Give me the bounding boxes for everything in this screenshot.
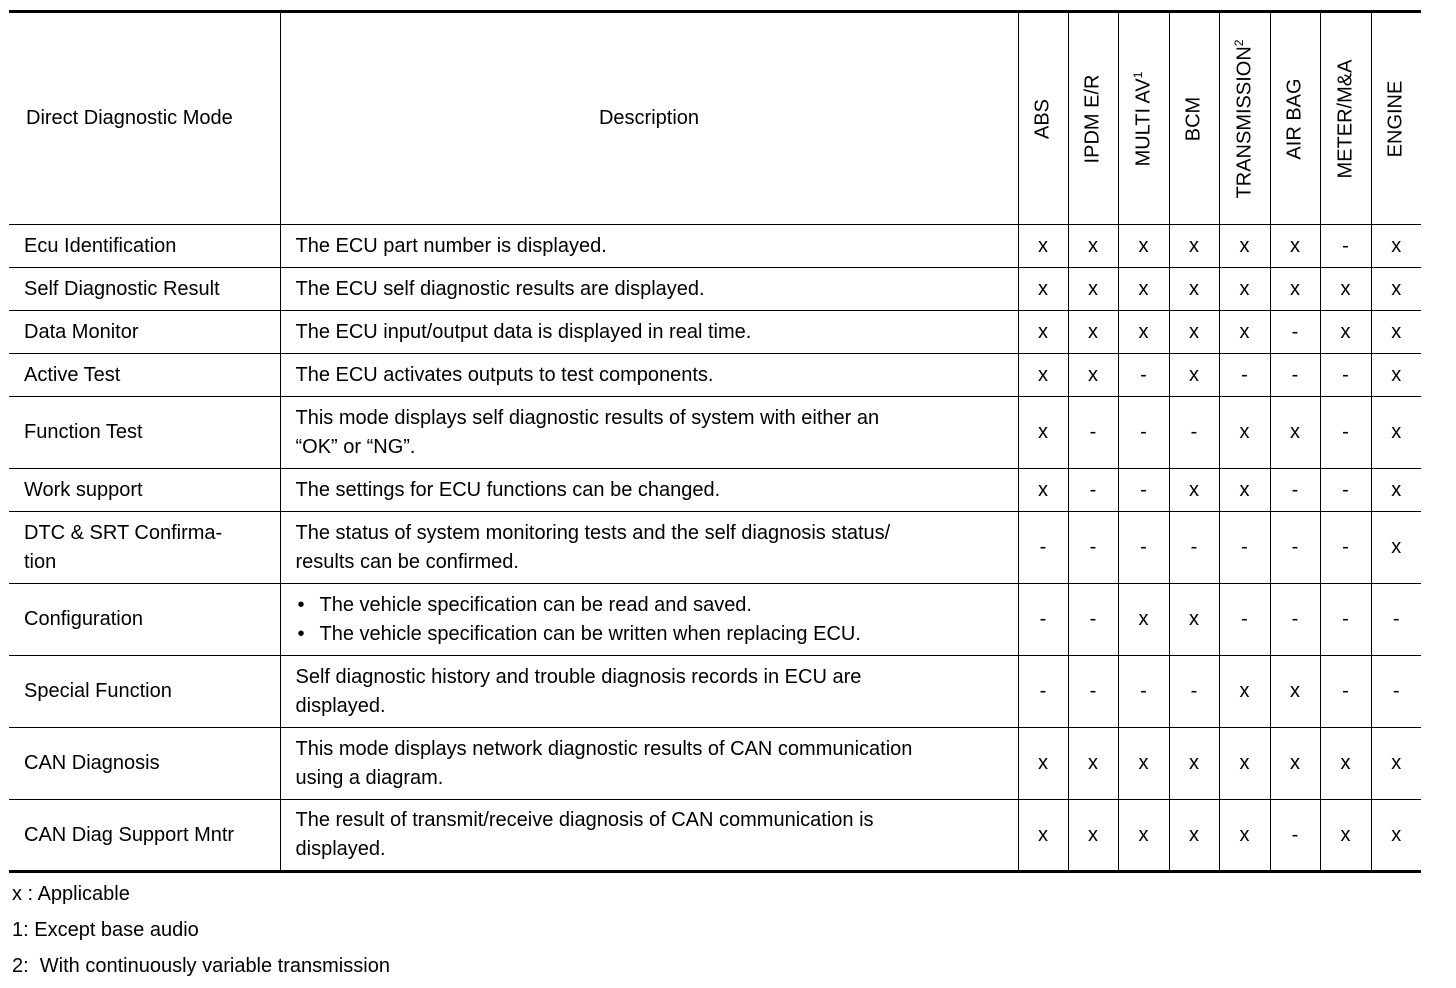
applicability-cell: x	[1320, 728, 1371, 800]
header-ecu	[1169, 12, 1219, 225]
description-cell	[280, 268, 1018, 311]
applicability-cell: -	[1068, 584, 1118, 656]
applicability-cell: x	[1169, 311, 1219, 354]
mode-cell: Special Function	[9, 656, 280, 728]
applicability-cell: -	[1371, 584, 1421, 656]
mode-cell: Function Test	[9, 397, 280, 469]
table-row	[9, 225, 1421, 268]
footnote: 2: With continuously variable transmission	[12, 955, 390, 977]
applicability-cell: x	[1371, 397, 1421, 469]
description-cell	[280, 397, 1018, 469]
header-ecu	[1018, 12, 1068, 225]
applicability-cell: -	[1320, 469, 1371, 512]
description-cell	[280, 311, 1018, 354]
header-ecu	[1068, 12, 1118, 225]
applicability-cell: x	[1118, 225, 1169, 268]
applicability-cell: x	[1219, 268, 1270, 311]
applicability-cell: x	[1169, 354, 1219, 397]
description-line: displayed.	[295, 694, 386, 717]
applicability-cell: x	[1018, 354, 1068, 397]
applicability-cell: -	[1270, 311, 1320, 354]
ecu-label: IPDM E/R	[1081, 74, 1104, 163]
ecu-label: METER/M&A	[1334, 59, 1356, 178]
applicability-cell: -	[1169, 397, 1219, 469]
table-row	[9, 354, 1421, 397]
applicability-cell: -	[1118, 469, 1169, 512]
applicability-cell: x	[1320, 800, 1371, 872]
applicability-cell: x	[1371, 354, 1421, 397]
mode-cell: CAN Diagnosis	[9, 728, 280, 800]
applicability-cell: -	[1320, 656, 1371, 728]
applicability-cell: x	[1219, 225, 1270, 268]
description-line: Self diagnostic history and trouble diagnosis records in ECU are	[295, 665, 862, 688]
applicability-cell: -	[1371, 656, 1421, 728]
applicability-cell: x	[1018, 311, 1068, 354]
description-line: results can be confirmed.	[295, 550, 519, 573]
applicability-cell: -	[1320, 584, 1371, 656]
mode-cell: DTC & SRT Confirma- tion	[9, 512, 280, 584]
applicability-cell: x	[1018, 800, 1068, 872]
applicability-cell: -	[1219, 584, 1270, 656]
applicability-cell: x	[1018, 225, 1068, 268]
applicability-cell: x	[1068, 268, 1118, 311]
ecu-label: BCM	[1182, 96, 1205, 141]
applicability-cell: x	[1118, 728, 1169, 800]
applicability-cell: x	[1219, 800, 1270, 872]
header-description: Description	[280, 12, 1018, 225]
applicability-cell: x	[1118, 584, 1169, 656]
diagnostic-mode-table	[9, 10, 1421, 873]
table-row	[9, 469, 1421, 512]
ecu-label: ABS	[1031, 98, 1054, 139]
footnote: x : Applicable	[12, 883, 130, 905]
applicability-cell: x	[1169, 268, 1219, 311]
description-line: The status of system monitoring tests and the self diagnosis status/	[295, 521, 891, 544]
applicability-cell: -	[1270, 584, 1320, 656]
mode-cell: CAN Diag Support Mntr	[9, 800, 280, 872]
applicability-cell: -	[1068, 469, 1118, 512]
footnotes	[12, 876, 390, 984]
header-ecu	[1219, 12, 1270, 225]
applicability-cell: x	[1320, 268, 1371, 311]
mode-cell: Data Monitor	[9, 311, 280, 354]
table-row	[9, 728, 1421, 800]
header-mode: Direct Diagnostic Mode	[9, 12, 280, 225]
applicability-cell: -	[1118, 354, 1169, 397]
applicability-cell: x	[1219, 469, 1270, 512]
mode-cell: Self Diagnostic Result	[9, 268, 280, 311]
applicability-cell: -	[1118, 397, 1169, 469]
applicability-cell: -	[1018, 512, 1068, 584]
applicability-cell: -	[1018, 584, 1068, 656]
applicability-cell: x	[1371, 225, 1421, 268]
applicability-cell: -	[1018, 656, 1068, 728]
applicability-cell: x	[1018, 397, 1068, 469]
applicability-cell: x	[1371, 512, 1421, 584]
applicability-cell: -	[1118, 512, 1169, 584]
description-line: “OK” or “NG”.	[295, 435, 416, 458]
description-line: displayed.	[295, 838, 386, 860]
applicability-cell: x	[1270, 656, 1320, 728]
description-bullet-list	[296, 591, 1008, 649]
table-row	[9, 268, 1421, 311]
applicability-cell: x	[1320, 311, 1371, 354]
table-row	[9, 397, 1421, 469]
applicability-cell: -	[1320, 354, 1371, 397]
description-line: The ECU activates outputs to test components.	[295, 363, 714, 386]
applicability-cell: x	[1118, 311, 1169, 354]
header-ecu	[1270, 12, 1320, 225]
applicability-cell: x	[1270, 268, 1320, 311]
header-ecu	[1371, 12, 1421, 225]
table-body	[9, 225, 1421, 872]
ecu-sup: 2	[1231, 39, 1246, 46]
applicability-cell: -	[1320, 397, 1371, 469]
diagnostic-mode-table-container	[9, 10, 1421, 873]
description-line: The ECU self diagnostic results are displayed.	[295, 277, 705, 300]
applicability-cell: x	[1371, 311, 1421, 354]
applicability-cell: x	[1118, 268, 1169, 311]
description-line: This mode displays self diagnostic results of system with either an	[295, 406, 880, 429]
applicability-cell: x	[1169, 469, 1219, 512]
applicability-cell: -	[1219, 354, 1270, 397]
description-line: This mode displays network diagnostic results of CAN communication	[295, 737, 913, 760]
applicability-cell: -	[1270, 800, 1320, 872]
table-row	[9, 512, 1421, 584]
applicability-cell: x	[1068, 225, 1118, 268]
description-line: using a diagram.	[295, 766, 444, 789]
applicability-cell: x	[1018, 469, 1068, 512]
mode-cell: Active Test	[9, 354, 280, 397]
table-row	[9, 311, 1421, 354]
description-line: The ECU input/output data is displayed in real time.	[295, 320, 752, 343]
description-cell	[280, 354, 1018, 397]
applicability-cell: -	[1169, 512, 1219, 584]
applicability-cell: x	[1371, 469, 1421, 512]
ecu-sup: 1	[1130, 71, 1145, 78]
applicability-cell: -	[1219, 512, 1270, 584]
applicability-cell: x	[1068, 728, 1118, 800]
applicability-cell: x	[1371, 268, 1421, 311]
ecu-label: AIR BAG	[1283, 77, 1306, 160]
table-row	[9, 656, 1421, 728]
description-cell	[280, 800, 1018, 872]
table-row	[9, 584, 1421, 656]
applicability-cell: x	[1219, 728, 1270, 800]
description-line: The result of transmit/receive diagnosis of CAN communication is	[295, 809, 874, 831]
description-cell	[280, 469, 1018, 512]
mode-cell: Work support	[9, 469, 280, 512]
applicability-cell: -	[1320, 512, 1371, 584]
applicability-cell: x	[1018, 268, 1068, 311]
applicability-cell: x	[1169, 225, 1219, 268]
applicability-cell: -	[1270, 512, 1320, 584]
ecu-label: ENGINE	[1384, 80, 1407, 157]
applicability-cell: x	[1018, 728, 1068, 800]
ecu-label: TRANSMISSION	[1233, 45, 1255, 198]
applicability-cell: -	[1068, 512, 1118, 584]
description-cell	[280, 225, 1018, 268]
description-bullet: • The vehicle specification can be read and saved.	[296, 591, 1008, 620]
applicability-cell: x	[1219, 656, 1270, 728]
description-cell	[280, 728, 1018, 800]
applicability-cell: x	[1270, 225, 1320, 268]
applicability-cell: -	[1068, 397, 1118, 469]
header-row	[9, 12, 1421, 225]
ecu-label: MULTI AV	[1132, 77, 1154, 166]
description-line: The settings for ECU functions can be changed.	[295, 478, 721, 501]
applicability-cell: x	[1068, 800, 1118, 872]
description-cell	[280, 512, 1018, 584]
applicability-cell: x	[1068, 354, 1118, 397]
applicability-cell: x	[1169, 728, 1219, 800]
applicability-cell: -	[1068, 656, 1118, 728]
applicability-cell: x	[1219, 397, 1270, 469]
mode-cell: Ecu Identification	[9, 225, 280, 268]
applicability-cell: x	[1068, 311, 1118, 354]
header-ecu	[1118, 12, 1169, 225]
applicability-cell: -	[1270, 469, 1320, 512]
applicability-cell: -	[1169, 656, 1219, 728]
description-bullet: • The vehicle specification can be written when replacing ECU.	[296, 620, 1008, 649]
applicability-cell: x	[1219, 311, 1270, 354]
applicability-cell: x	[1169, 584, 1219, 656]
mode-cell: Configuration	[9, 584, 280, 656]
header-ecu	[1320, 12, 1371, 225]
description-cell	[280, 584, 1018, 656]
table-row	[9, 800, 1421, 872]
applicability-cell: x	[1270, 728, 1320, 800]
applicability-cell: x	[1270, 397, 1320, 469]
applicability-cell: x	[1371, 800, 1421, 872]
applicability-cell: x	[1169, 800, 1219, 872]
applicability-cell: -	[1270, 354, 1320, 397]
footnote: 1: Except base audio	[12, 919, 199, 941]
applicability-cell: -	[1118, 656, 1169, 728]
applicability-cell: -	[1320, 225, 1371, 268]
description-cell	[280, 656, 1018, 728]
applicability-cell: x	[1118, 800, 1169, 872]
applicability-cell: x	[1371, 728, 1421, 800]
description-line: The ECU part number is displayed.	[295, 234, 607, 257]
